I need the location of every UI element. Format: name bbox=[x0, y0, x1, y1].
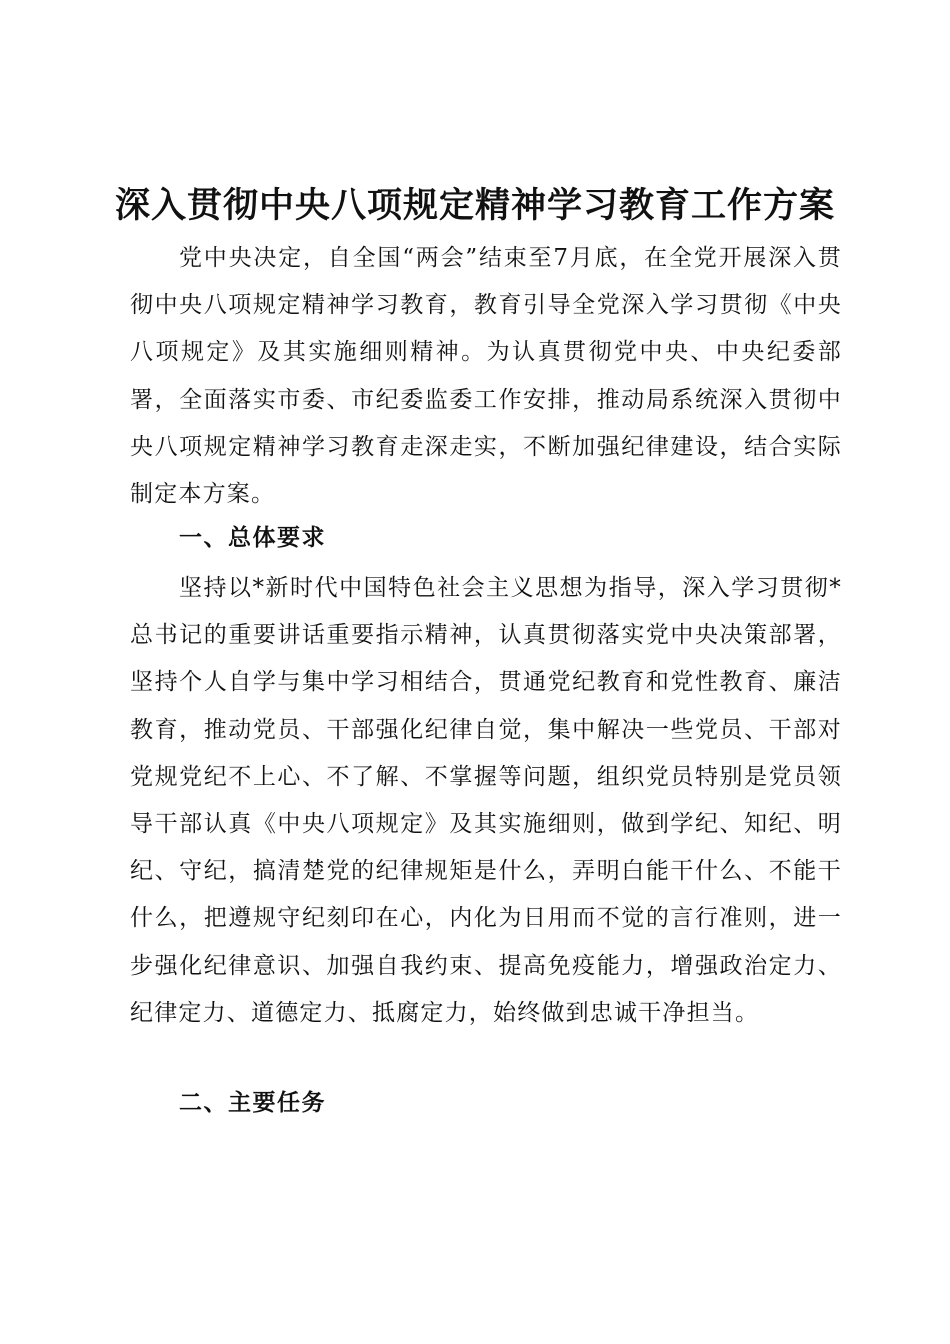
intro-paragraph: 党中央决定，自全国“两会”结束至7月底，在全党开展深入贯彻中央八项规定精神学习教育，教育引导全党深入学习贯彻《中央八项规定》及其实施细则精神。为认真贯彻党中央、中央纪委部署，全面落实市委、市纪委监委工作安排，推动局系统深入贯彻中央八项规定精神学习教育走深走实，不断加强纪律建设，结合实际制定本方案。 bbox=[130, 245, 842, 508]
section-body-overall-requirements: 坚持以*新时代中国特色社会主义思想为指导，深入学习贯彻*总书记的重要讲话重要指示精神，认真贯彻落实党中央决策部署，坚持个人自学与集中学习相结合，贯通党纪教育和党性教育、廉洁教育，推动党员、干部强化纪律自觉，集中解决一些党员、干部对党规党纪不上心、不了解、不掌握等问题，组织党员特别是党员领导干部认真《中央八项规定》及其实施细则，做到学纪、知纪、明纪、守纪，搞清楚党的纪律规矩是什么，弄明白能干什么、不能干什么，把遵规守纪刻印在心，内化为日用而不觉的言行准则，进一步强化纪律意识、加强自我约束、提高免疫能力，增强政治定力、纪律定力、道德定力、抵腐定力，始终做到忠诚干净担当。 bbox=[130, 575, 842, 1026]
document-title: 深入贯彻中央八项规定精神学习教育工作方案 bbox=[114, 185, 835, 226]
section-heading-main-tasks: 二、主要任务 bbox=[179, 1090, 326, 1116]
section-heading-overall-requirements: 一、总体要求 bbox=[179, 525, 326, 551]
